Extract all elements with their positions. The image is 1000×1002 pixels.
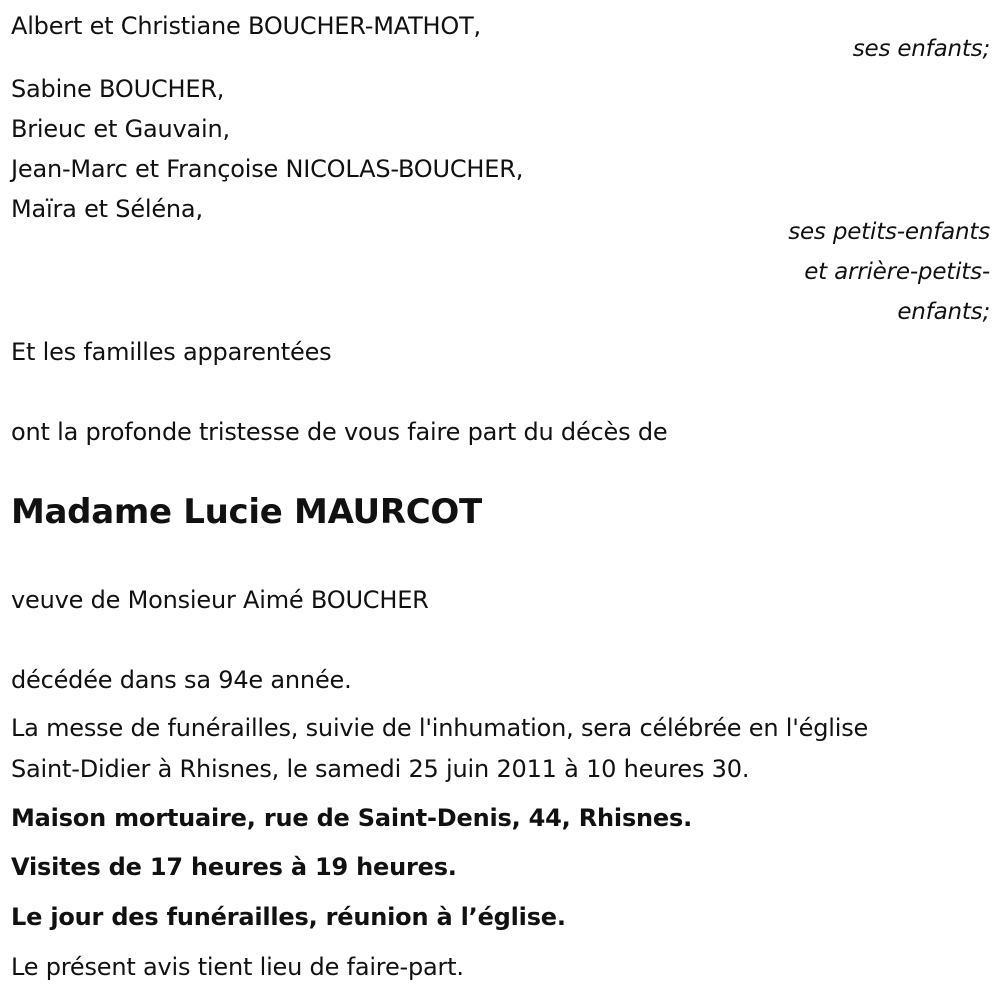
grandchild-name: Maïra et Séléna, — [11, 195, 203, 223]
grandchild-name: Sabine BOUCHER, — [11, 75, 225, 103]
grandchild-name: Jean-Marc et Françoise NICOLAS-BOUCHER, — [11, 155, 524, 183]
mass-line: La messe de funérailles, suivie de l'inhumation, sera célébrée en l'église — [11, 714, 869, 742]
children-names: Albert et Christiane BOUCHER-MATHOT, — [11, 12, 481, 40]
grandchildren-role-line: enfants; — [897, 299, 990, 325]
mass-line: Saint-Didier à Rhisnes, le samedi 25 juin 2011 à 10 heures 30. — [11, 755, 750, 783]
children-role: ses enfants; — [852, 36, 990, 62]
meeting-line: Le jour des funérailles, réunion à l’église. — [11, 903, 566, 931]
widow-of-line: veuve de Monsieur Aimé BOUCHER — [11, 586, 429, 614]
families-line: Et les familles apparentées — [11, 338, 332, 366]
age-line: décédée dans sa 94e année. — [11, 666, 352, 694]
grandchild-name: Brieuc et Gauvain, — [11, 115, 230, 143]
funeral-home-line: Maison mortuaire, rue de Saint-Denis, 44, Rhisnes. — [11, 804, 692, 832]
grandchildren-role-line: et arrière-petits- — [804, 259, 990, 285]
grandchildren-role-line: ses petits-enfants — [788, 219, 990, 245]
deceased-name: Madame Lucie MAURCOT — [11, 492, 482, 532]
visits-line: Visites de 17 heures à 19 heures. — [11, 853, 457, 881]
closing-line: Le présent avis tient lieu de faire-part. — [11, 953, 464, 981]
announcement-line: ont la profonde tristesse de vous faire part du décès de — [11, 418, 668, 446]
